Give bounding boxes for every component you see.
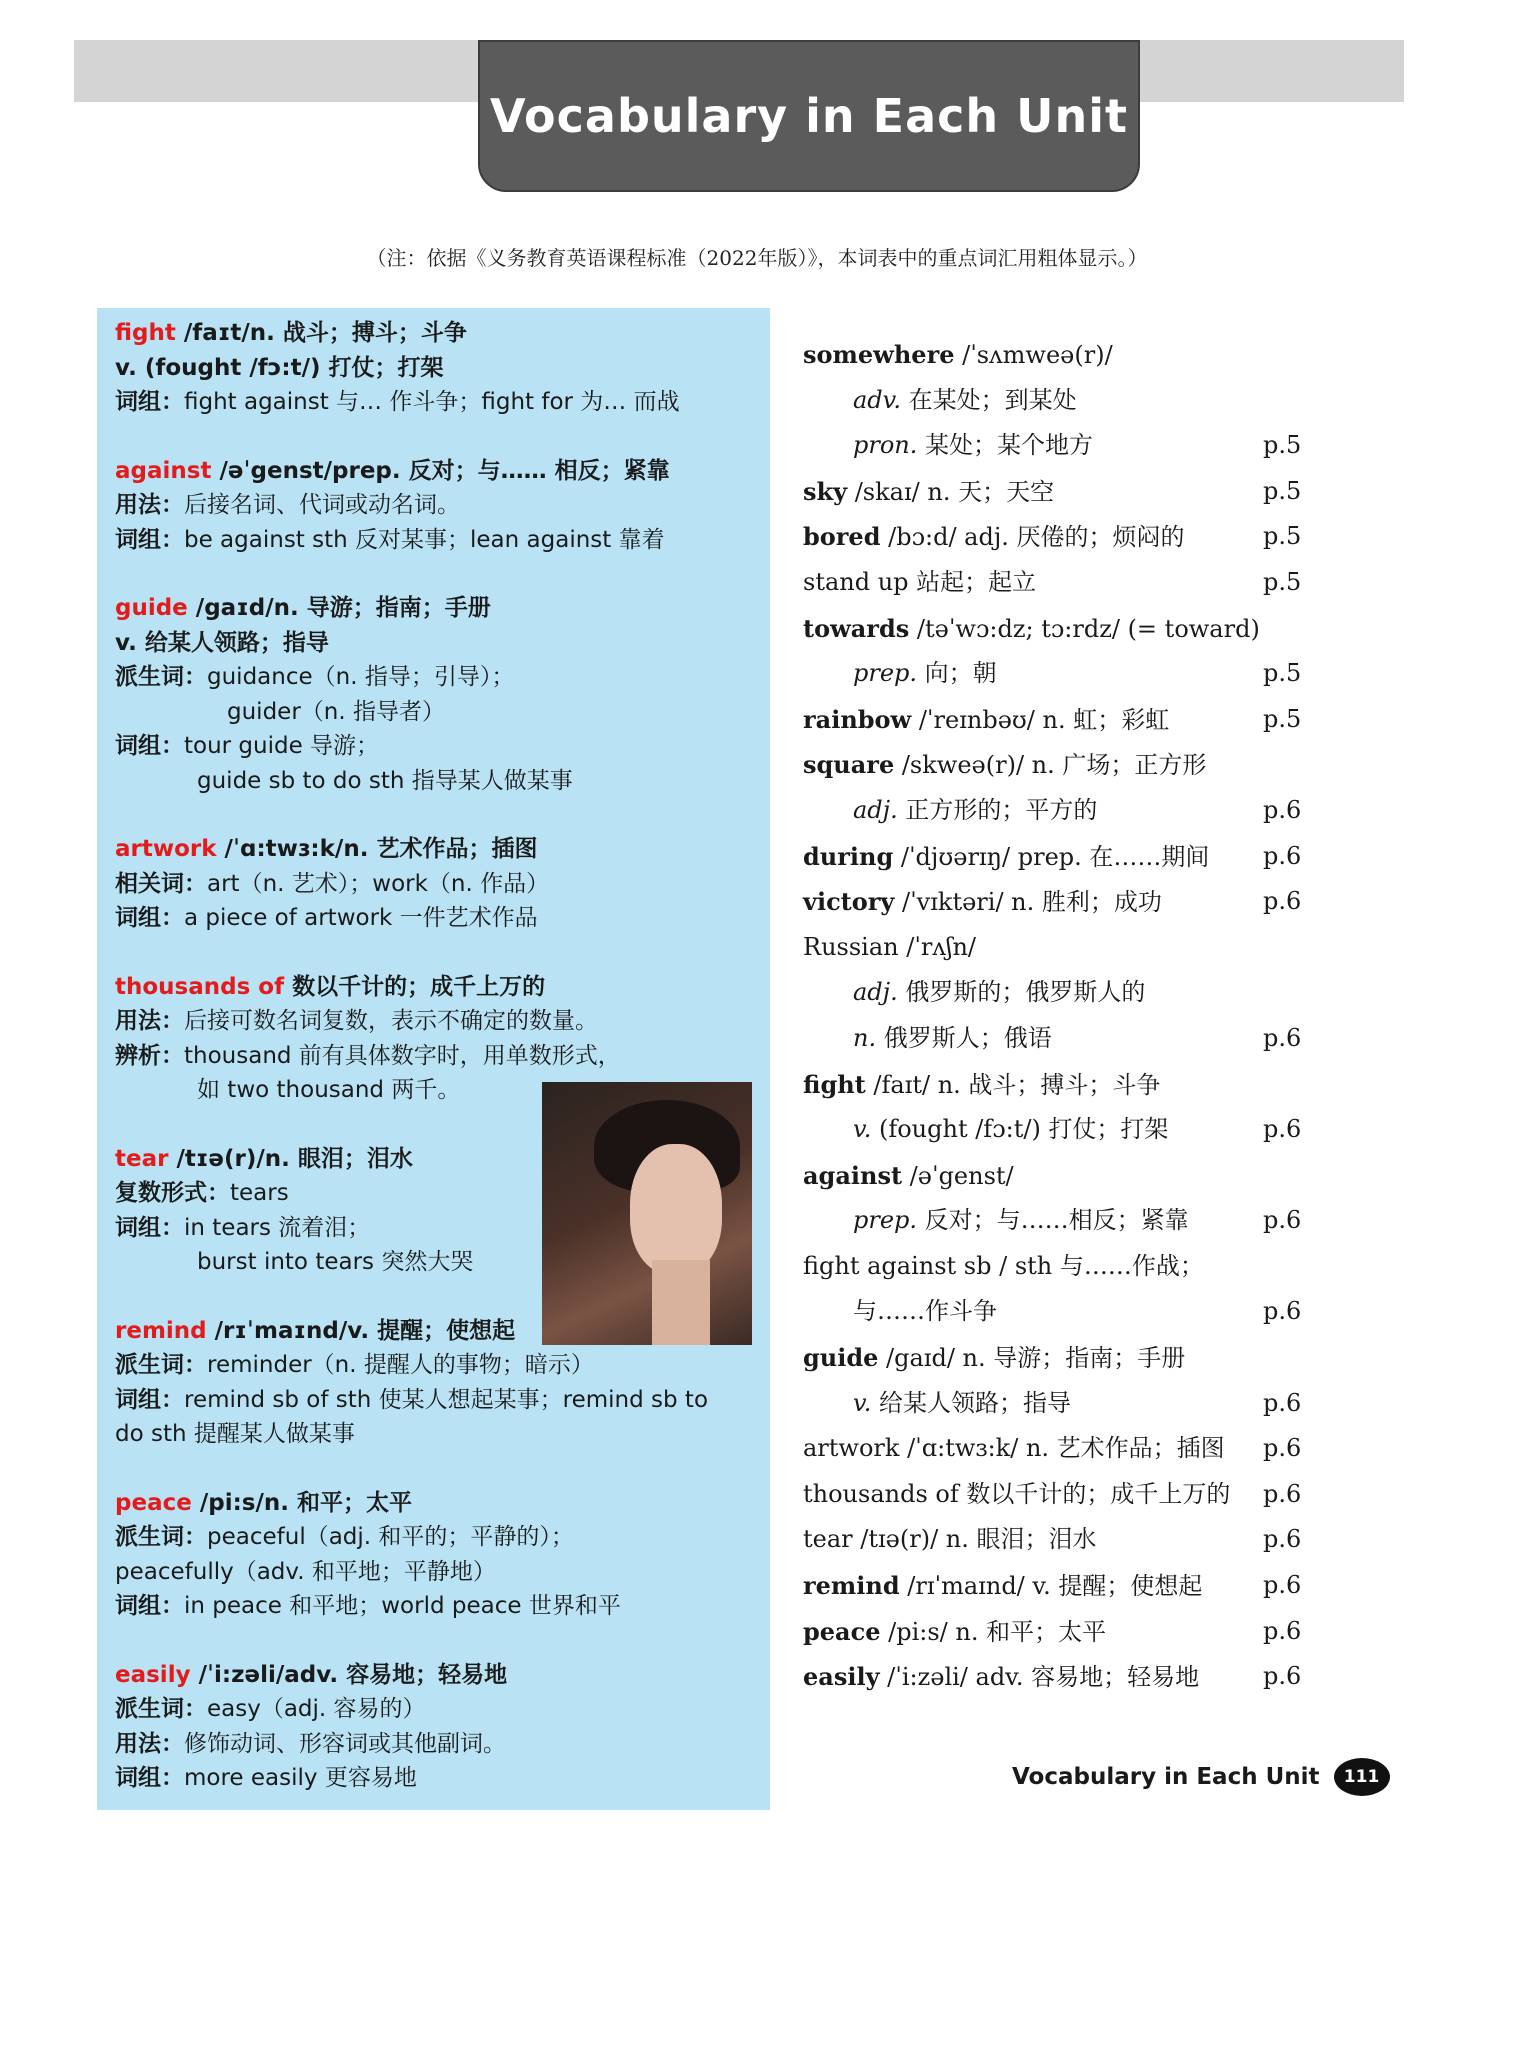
list-row: fight against sb / sth 与……作战；	[803, 1251, 1204, 1280]
label: 派生词：	[115, 664, 207, 690]
label: 词组：	[115, 1386, 184, 1413]
list-row: adj. 俄罗斯的；俄罗斯人的	[853, 978, 1146, 1007]
entry-against	[115, 454, 754, 558]
derivatives: guidance（n. 指导；引导）；	[207, 664, 515, 690]
definition: /ˈi:zəli/adv. 容易地；轻易地	[190, 1661, 508, 1688]
page-ref: p.6	[1263, 1206, 1302, 1235]
usage: 后接可数名词复数，表示不确定的数量。	[184, 1008, 598, 1034]
page-ref: p.6	[1263, 1571, 1302, 1600]
phrases: be against sth 反对某事；lean against 靠着	[184, 526, 665, 553]
definition: /ˈɑ:twɜ:k/n. 艺术作品；插图	[216, 836, 538, 862]
list-row: v. 给某人领路；指导 p.6	[803, 1381, 1323, 1427]
discrimination: thousand 前有具体数字时，用单数形式，	[184, 1042, 621, 1069]
phrases: more easily 更容易地	[184, 1765, 417, 1791]
label: 用法：	[115, 1730, 184, 1757]
derivatives: easy（adj. 容易的）	[207, 1696, 426, 1722]
label: 词组：	[115, 1765, 184, 1791]
headword: tear	[115, 1145, 169, 1172]
label: 词组：	[115, 1214, 184, 1241]
definition: /pi:s/n. 和平；太平	[191, 1489, 412, 1516]
label: 辨析：	[115, 1042, 184, 1069]
definition: /rɪˈmaɪnd/v. 提醒；使想起	[206, 1317, 516, 1344]
headword: remind	[115, 1317, 207, 1344]
phrases: fight against 与… 作斗争；fight for 为… 而战	[184, 389, 680, 415]
phrases: in peace 和平地；world peace 世界和平	[184, 1593, 621, 1619]
label: 词组：	[115, 905, 184, 931]
discrimination-continued: 如 two thousand 两千。	[197, 1077, 461, 1103]
page-ref: p.5	[1263, 522, 1302, 551]
entry-guide	[115, 591, 754, 798]
phrases: in tears 流着泪；	[184, 1214, 371, 1241]
page-ref: p.5	[1263, 659, 1302, 688]
page-ref: p.6	[1263, 1115, 1302, 1144]
label: 词组：	[115, 389, 184, 415]
page-ref: p.6	[1263, 1479, 1302, 1508]
page-ref: p.5	[1263, 476, 1302, 505]
list-row: prep. 反对；与……相反；紧靠 p.6	[803, 1198, 1323, 1244]
label: 派生词：	[115, 1696, 207, 1722]
photo-face	[630, 1144, 722, 1274]
page-number-badge: 111	[1334, 1758, 1390, 1796]
list-row: rainbow /ˈreɪnbəʊ/ n. 虹；彩虹 p.5	[803, 697, 1323, 743]
page-ref: p.6	[1263, 1525, 1302, 1554]
list-row: somewhere /ˈsʌmweə(r)/	[803, 340, 1113, 369]
list-row: prep. 向；朝 p.5	[803, 651, 1323, 697]
list-row: n. 俄罗斯人；俄语 p.6	[803, 1016, 1323, 1062]
headword: against	[115, 457, 212, 484]
list-row: adv. 在某处；到某处	[853, 385, 1077, 414]
definition: /faɪt/n. 战斗；搏斗；斗争	[175, 320, 467, 346]
list-row: sky /skaɪ/ n. 天；天空 p.5	[803, 469, 1323, 515]
page-ref: p.5	[1263, 567, 1302, 596]
list-row: bored /bɔ:d/ adj. 厌倦的；烦闷的 p.5	[803, 514, 1323, 560]
list-row: easily /ˈi:zəli/ adv. 容易地；轻易地 p.6	[803, 1654, 1323, 1700]
header-tab	[478, 40, 1140, 192]
page-ref: p.6	[1263, 1297, 1302, 1326]
derivatives: peaceful（adj. 和平的；平静的）；	[207, 1524, 574, 1550]
plural: tears	[230, 1180, 289, 1206]
page-ref: p.6	[1263, 1662, 1302, 1691]
list-row: tear /tɪə(r)/ n. 眼泪；泪水 p.6	[803, 1517, 1323, 1563]
label: 用法：	[115, 492, 184, 518]
list-row: pron. 某处；某个地方 p.5	[803, 423, 1323, 469]
list-row: victory /ˈvɪktəri/ n. 胜利；成功 p.6	[803, 879, 1323, 925]
page-ref: p.6	[1263, 1023, 1302, 1052]
left-panel	[97, 308, 770, 1810]
usage: 修饰动词、形容词或其他副词。	[184, 1730, 506, 1757]
footer	[1012, 1758, 1390, 1796]
list-row: Russian /ˈrʌʃn/	[803, 932, 977, 961]
phrases: tour guide 导游；	[184, 733, 380, 759]
verb-line: v. (fought /fɔ:t/) 打仗；打架	[115, 354, 444, 381]
headword: easily	[115, 1661, 191, 1688]
list-row: adj. 正方形的；平方的 p.6	[803, 788, 1323, 834]
footer-title: Vocabulary in Each Unit	[1012, 1764, 1320, 1790]
entry-fight	[115, 316, 754, 420]
label: 相关词：	[115, 870, 207, 897]
phrase-continued: burst into tears 突然大哭	[197, 1249, 474, 1275]
list-row: guide /gaɪd/ n. 导游；指南；手册	[803, 1343, 1186, 1373]
list-row: remind /rɪˈmaɪnd/ v. 提醒；使想起 p.6	[803, 1563, 1323, 1609]
page-ref: p.6	[1263, 1388, 1302, 1417]
list-row: artwork /ˈɑ:twɜ:k/ n. 艺术作品；插图 p.6	[803, 1426, 1323, 1472]
definition: 数以千计的；成千上万的	[284, 973, 546, 1000]
list-row: peace /pi:s/ n. 和平；太平 p.6	[803, 1609, 1323, 1655]
derivative-continued: guider（n. 指导者）	[227, 698, 445, 725]
portrait-photo	[542, 1082, 752, 1345]
photo-neck	[652, 1260, 710, 1345]
page-ref: p.6	[1263, 841, 1302, 870]
page-title: Vocabulary in Each Unit	[489, 89, 1129, 143]
phrases: a piece of artwork 一件艺术作品	[184, 905, 538, 931]
page-ref: p.5	[1263, 704, 1302, 733]
page-ref: p.6	[1263, 795, 1302, 824]
list-row: v. (fought /fɔ:t/) 打仗；打架 p.6	[803, 1107, 1323, 1153]
derivatives: reminder（n. 提醒人的事物；暗示）	[207, 1352, 594, 1378]
label: 词组：	[115, 526, 184, 553]
list-row: square /skweə(r)/ n. 广场；正方形	[803, 750, 1207, 780]
related: art（n. 艺术）；work（n. 作品）	[207, 870, 550, 897]
label: 词组：	[115, 1593, 184, 1619]
headword: fight	[115, 320, 176, 346]
label: 派生词：	[115, 1352, 207, 1378]
list-row: towards /təˈwɔ:dz; tɔ:rdz/ (= toward)	[803, 613, 1260, 643]
list-row: during /ˈdjʊərɪŋ/ prep. 在……期间 p.6	[803, 834, 1323, 880]
list-row: fight /faɪt/ n. 战斗；搏斗；斗争	[803, 1069, 1161, 1099]
entry-artwork	[115, 832, 754, 936]
page-ref: p.6	[1263, 1434, 1302, 1463]
verb-line: v. 给某人领路；指导	[115, 629, 329, 656]
label: 词组：	[115, 733, 184, 759]
label: 派生词：	[115, 1524, 207, 1550]
headword: thousands of	[115, 973, 285, 1000]
list-row: 与……作斗争 p.6	[803, 1289, 1323, 1335]
list-row: against /əˈgenst/	[803, 1160, 1014, 1190]
entry-peace	[115, 1486, 754, 1624]
definition: /tɪə(r)/n. 眼泪；泪水	[168, 1145, 413, 1172]
phrase-continued: do sth 提醒某人做某事	[115, 1421, 355, 1447]
page-ref: p.6	[1263, 1616, 1302, 1645]
note: （注：依据《义务教育英语课程标准（2022年版）》，本词表中的重点词汇用粗体显示。）	[366, 246, 1148, 270]
page-ref: p.5	[1263, 431, 1302, 460]
entry-easily	[115, 1658, 754, 1796]
headword: artwork	[115, 836, 217, 862]
list-row: thousands of 数以千计的；成千上万的 p.6	[803, 1472, 1323, 1518]
phrase-continued: guide sb to do sth 指导某人做某事	[197, 767, 573, 794]
headword: guide	[115, 595, 188, 621]
headword: peace	[115, 1489, 192, 1516]
label: 复数形式：	[115, 1180, 230, 1206]
word-list	[803, 332, 1323, 1700]
definition: /gaɪd/n. 导游；指南；手册	[187, 595, 491, 621]
phrases: remind sb of sth 使某人想起某事；remind sb to	[184, 1386, 709, 1413]
definition: /əˈgenst/prep. 反对；与…… 相反；紧靠	[211, 457, 670, 484]
derivative-continued: peacefully（adv. 和平地；平静地）	[115, 1558, 496, 1585]
list-row: stand up 站起；起立 p.5	[803, 560, 1323, 606]
usage: 后接名词、代词或动名词。	[184, 492, 460, 518]
label: 用法：	[115, 1008, 184, 1034]
page-ref: p.6	[1263, 887, 1302, 916]
